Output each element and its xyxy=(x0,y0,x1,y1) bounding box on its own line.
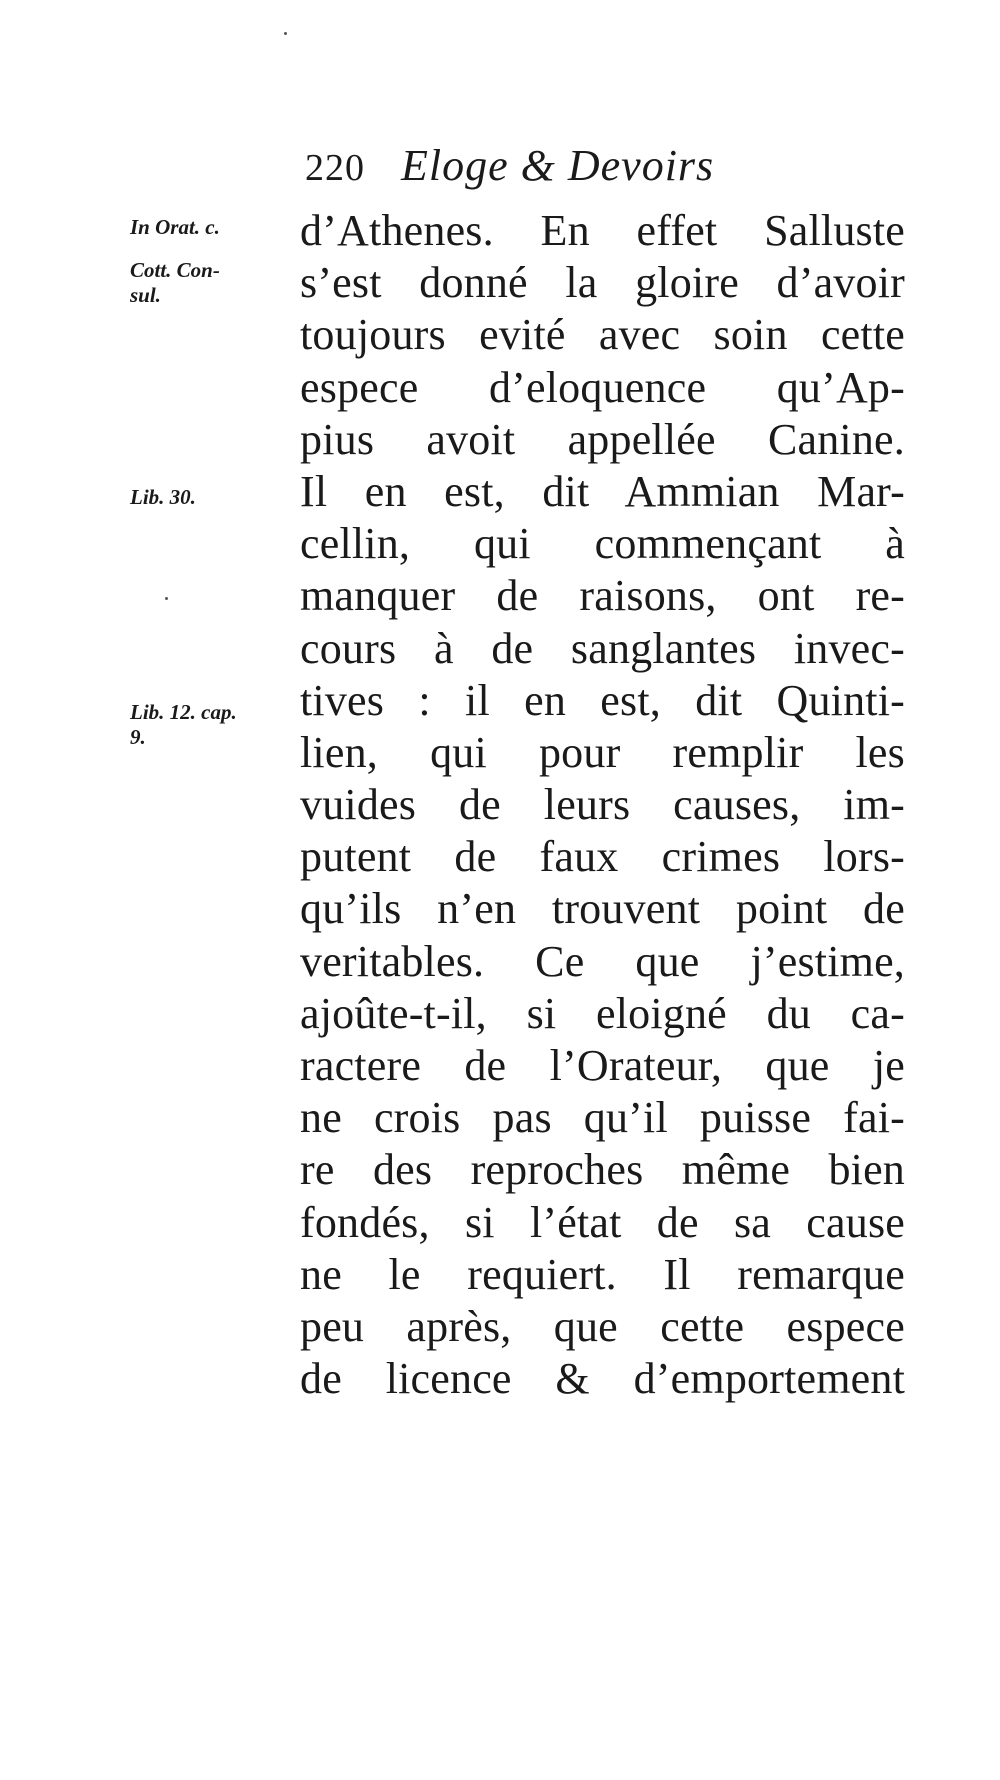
running-title: Eloge & Devoirs xyxy=(401,141,715,190)
text-line: putent de faux crimes lors- xyxy=(300,832,905,882)
page-number: 220 xyxy=(305,147,365,189)
text-line: tives : il en est, dit Quinti- xyxy=(300,675,905,725)
text-line: veritables. Ce que j’estime, xyxy=(300,936,905,986)
text-line: toujours evité avec soin cette xyxy=(300,310,905,360)
text-line: ajoûte-t-il, si eloigné du ca- xyxy=(300,988,905,1038)
text-line: Il en est, dit Ammian Mar- xyxy=(300,466,905,516)
running-head xyxy=(305,140,775,200)
text-line: manquer de raisons, ont re- xyxy=(300,571,905,621)
text-line: vuides de leurs causes, im- xyxy=(300,780,905,830)
text-line: d’Athenes. En effet Salluste xyxy=(300,206,905,255)
text-line: qu’ils n’en trouvent point de xyxy=(300,884,905,934)
text-line: cellin, qui commençant à xyxy=(300,519,905,569)
margin-note-lib-12-cap-9: Lib. 12. cap. 9. xyxy=(130,700,237,749)
text-line: ne crois pas qu’il puisse fai- xyxy=(300,1093,905,1143)
margin-note-in-orat: In Orat. c. xyxy=(130,215,220,239)
text-line: espece d’eloquence qu’Ap- xyxy=(300,362,905,412)
body-text xyxy=(300,205,905,1405)
text-line: fondés, si l’état de sa cause xyxy=(300,1197,905,1247)
text-line: pius avoit appellée Canine. xyxy=(300,414,905,464)
text-line: lien, qui pour remplir les xyxy=(300,727,905,777)
text-line: s’est donné la gloire d’avoir xyxy=(300,258,905,308)
text-line: cours à de sanglantes invec- xyxy=(300,623,905,673)
text-line: de licence & d’emportement xyxy=(300,1354,905,1404)
stray-mark xyxy=(284,32,287,35)
stray-mark xyxy=(165,597,168,600)
text-line: peu après, que cette espece xyxy=(300,1301,905,1351)
text-line: ne le requiert. Il remarque xyxy=(300,1249,905,1299)
text-line: re des reproches même bien xyxy=(300,1145,905,1195)
margin-note-cott-consul: Cott. Con- sul. xyxy=(130,258,220,307)
text-line: ractere de l’Orateur, que je xyxy=(300,1041,905,1090)
margin-note-lib-30: Lib. 30. xyxy=(130,485,196,509)
